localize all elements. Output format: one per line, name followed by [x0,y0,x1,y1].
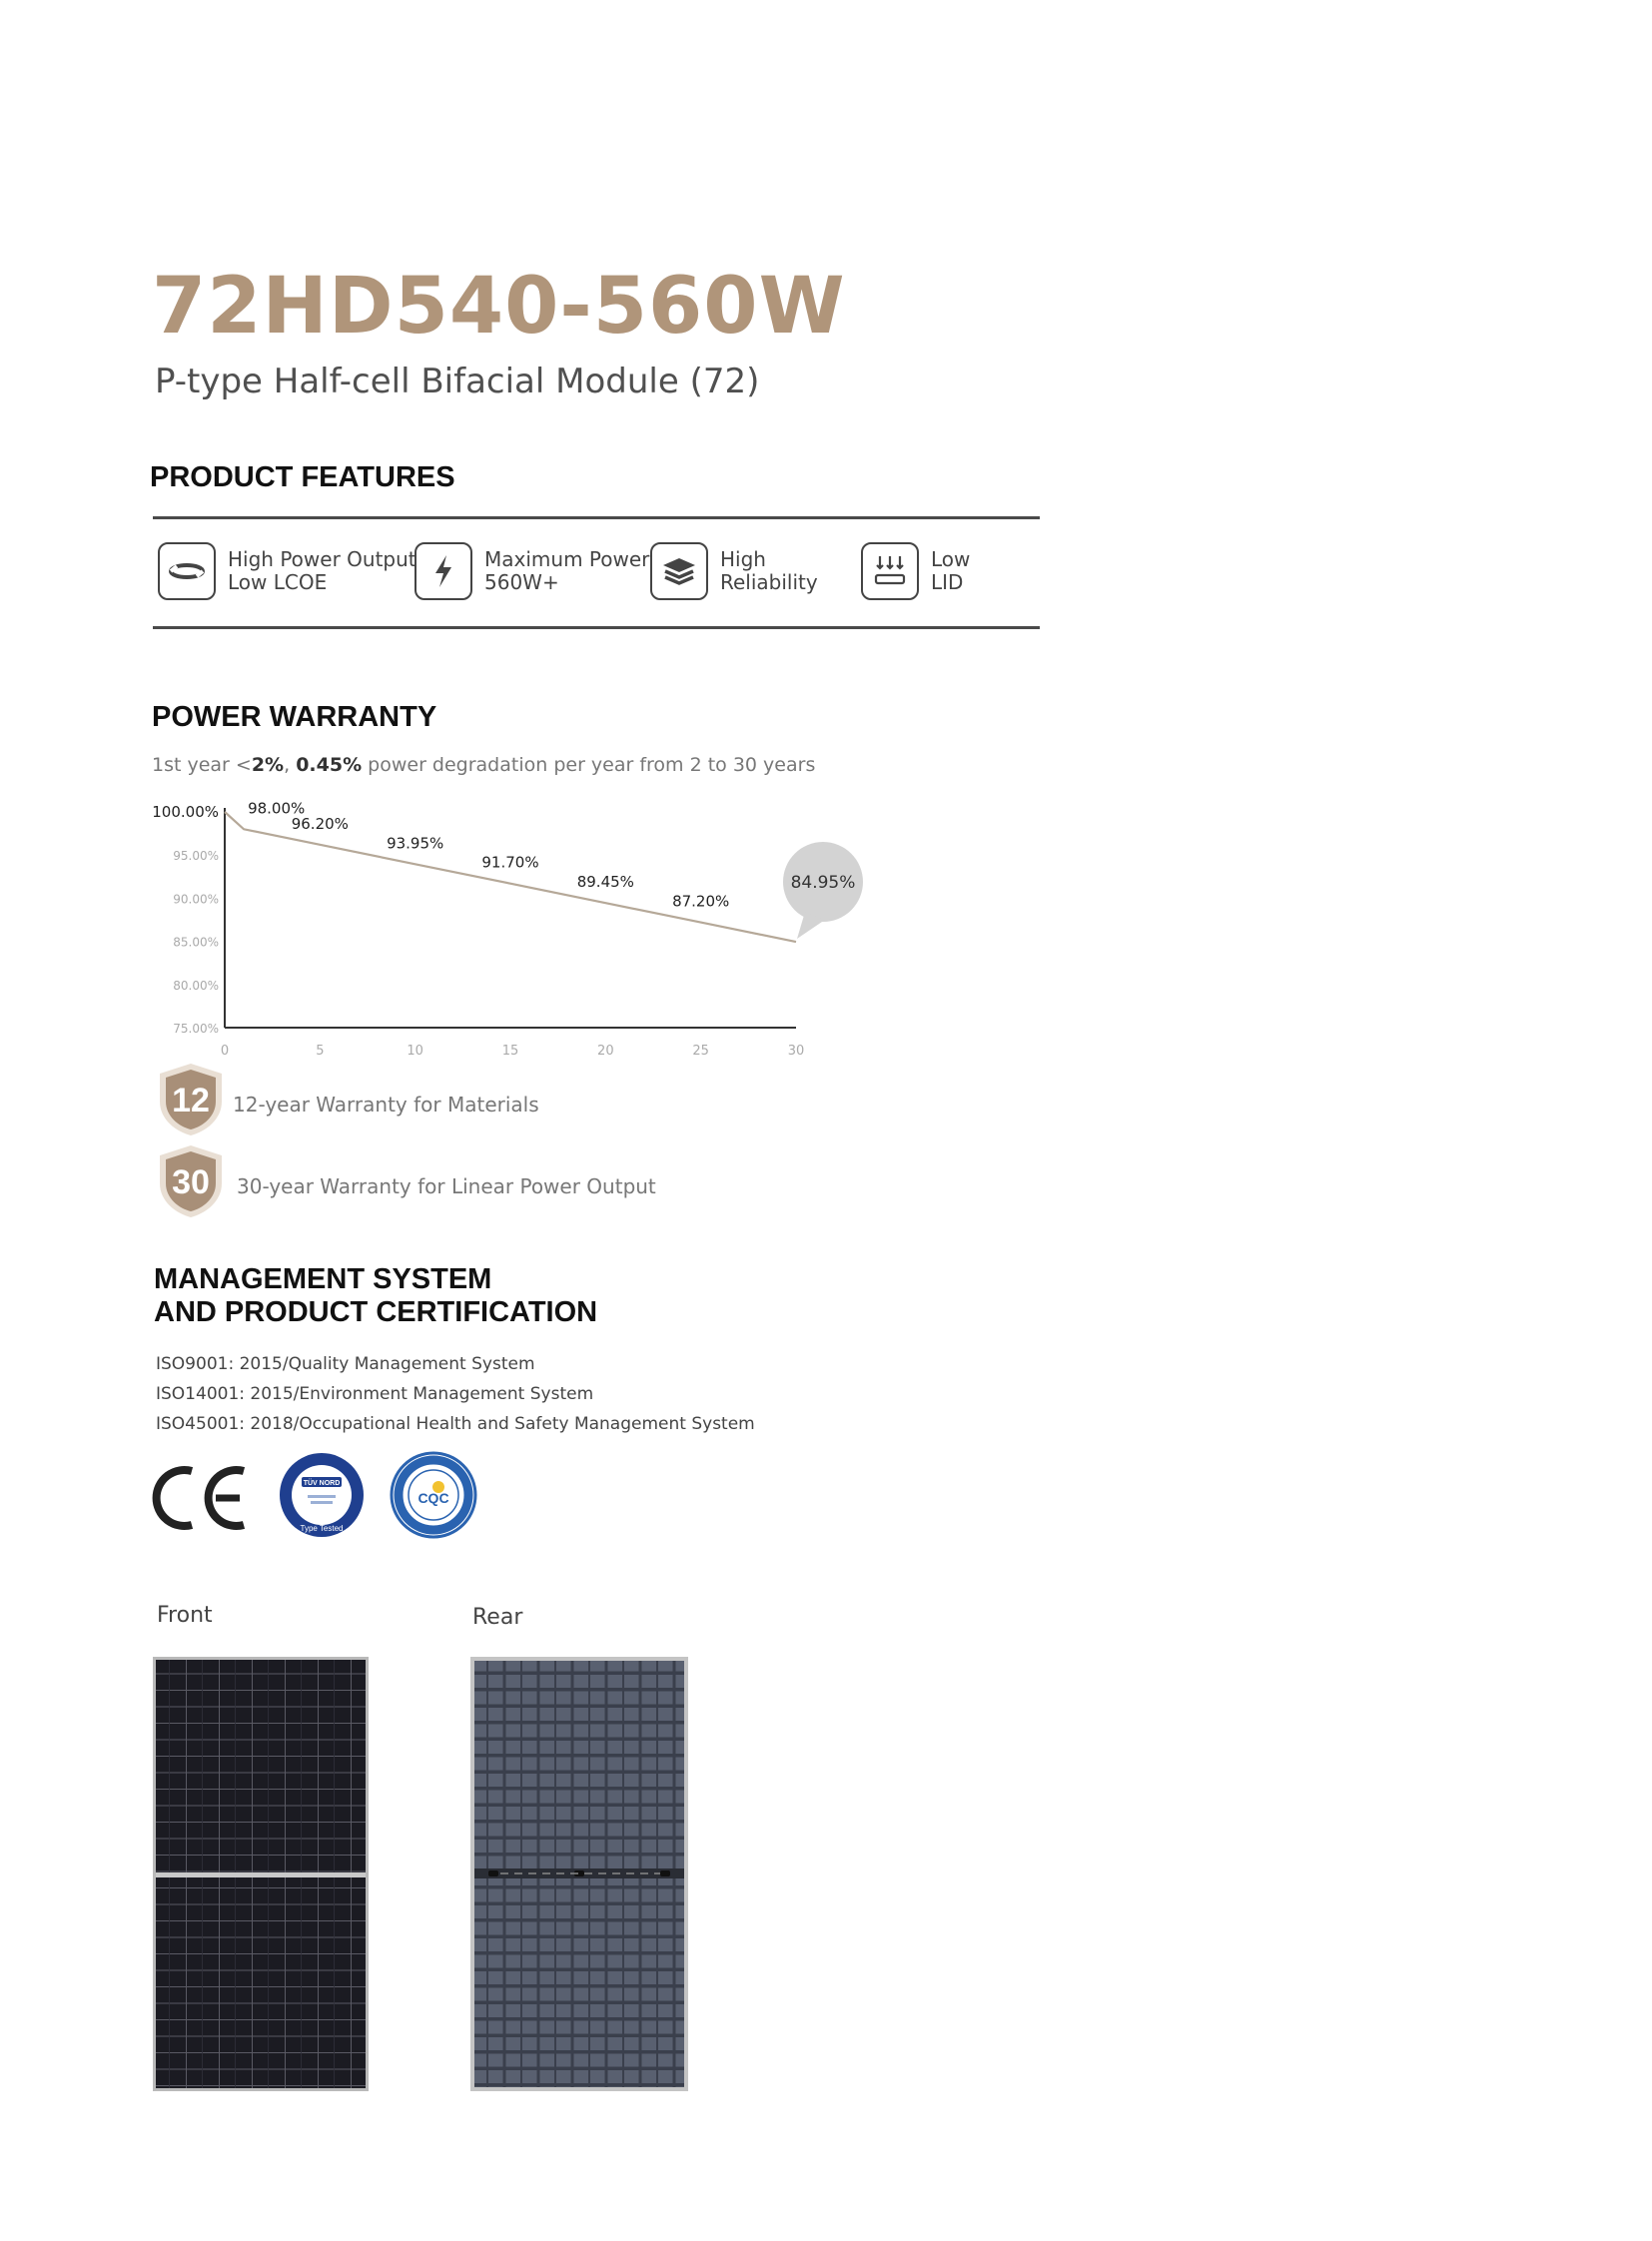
data-label: 91.70% [481,853,539,872]
y-tick-label: 95.00% [173,849,219,864]
y-tick-label: 85.00% [173,935,219,950]
features-top-rule [153,516,1040,519]
product-subtitle: P-type Half-cell Bifacial Module (72) [155,362,760,401]
warranty-heading: POWER WARRANTY [152,701,437,733]
feature-line1: High Power Output [228,547,416,571]
ce-mark-icon [152,1463,252,1533]
x-tick-label: 15 [501,1044,519,1059]
x-tick-label: 25 [692,1044,709,1059]
certification-heading-line1: MANAGEMENT SYSTEM [154,1263,492,1295]
feature-item-reliability [650,542,818,600]
feature-item-low-lid [861,542,970,600]
data-label: 89.45% [576,873,634,892]
lightning-icon [414,542,472,600]
feature-line2: Reliability [720,570,818,594]
x-tick-label: 0 [220,1044,230,1059]
data-label: 96.20% [291,814,349,833]
rear-label: Rear [472,1605,523,1630]
layers-icon [650,542,708,600]
feature-item-max-power [414,542,649,600]
certification-heading-line2: AND PRODUCT CERTIFICATION [154,1296,598,1328]
cqc-logo [390,1451,477,1543]
badge-text: 12-year Warranty for Materials [233,1093,539,1117]
note-first-year: 2% [251,754,285,776]
rear-panel-image [470,1657,688,2091]
shield-icon [158,1062,224,1137]
data-label: 93.95% [387,834,444,853]
product-title: 72HD540-560W [152,262,846,352]
x-tick-label: 20 [597,1044,614,1059]
y-tick-label: 80.00% [173,978,219,993]
certification-heading [154,1263,597,1329]
features-heading: PRODUCT FEATURES [150,461,455,493]
cert-line: ISO14001: 2015/Environment Management System [156,1384,594,1404]
feature-line2: Low LCOE [228,570,328,594]
data-label: 87.20% [672,892,730,911]
tuv-bottom-text: Type Tested [300,1524,344,1533]
shield-icon [158,1143,224,1219]
note-separator: , [284,754,297,776]
x-tick-label: 10 [407,1044,423,1059]
y-tick-label: 100.00% [152,803,219,821]
features-bottom-rule [153,626,1040,629]
down-arrows-icon [861,542,919,600]
cqc-seal-icon [390,1451,477,1539]
ce-logo [152,1463,252,1537]
front-label: Front [157,1603,213,1628]
badge-number: 12 [172,1082,210,1120]
feature-line1: Low [931,547,971,571]
front-panel-image [153,1657,369,2091]
cert-line: ISO45001: 2018/Occupational Health and Safety Management System [156,1414,755,1434]
badge-number: 30 [172,1163,210,1201]
tuv-top-text: TÜV NORD [303,1480,341,1487]
badge-text: 30-year Warranty for Linear Power Output [237,1174,656,1198]
cqc-text: CQC [417,1490,449,1506]
loop-arrows-icon [158,542,216,600]
x-tick-label: 5 [316,1044,325,1059]
feature-item-power-output [158,542,416,600]
cert-line: ISO9001: 2015/Quality Management System [156,1354,535,1374]
warranty-chart [140,794,899,1079]
x-tick-label: 30 [787,1044,805,1059]
warranty-note [152,754,815,776]
feature-line2: 560W+ [484,570,559,594]
tuv-logo [278,1451,366,1543]
callout-label: 84.95% [790,873,856,894]
y-tick-label: 90.00% [173,892,219,907]
y-tick-label: 75.00% [173,1022,219,1036]
feature-line1: Maximum Power [484,547,650,571]
tuv-seal-icon [278,1451,366,1539]
feature-line2: LID [931,570,964,594]
data-label: 98.00% [248,799,306,818]
feature-line1: High [720,547,766,571]
note-prefix: 1st year < [152,754,252,776]
badge-30 [158,1143,224,1223]
badge-12 [158,1062,224,1141]
note-annual-rate: 0.45% [296,754,363,776]
note-suffix: power degradation per year from 2 to 30 years [362,754,816,776]
